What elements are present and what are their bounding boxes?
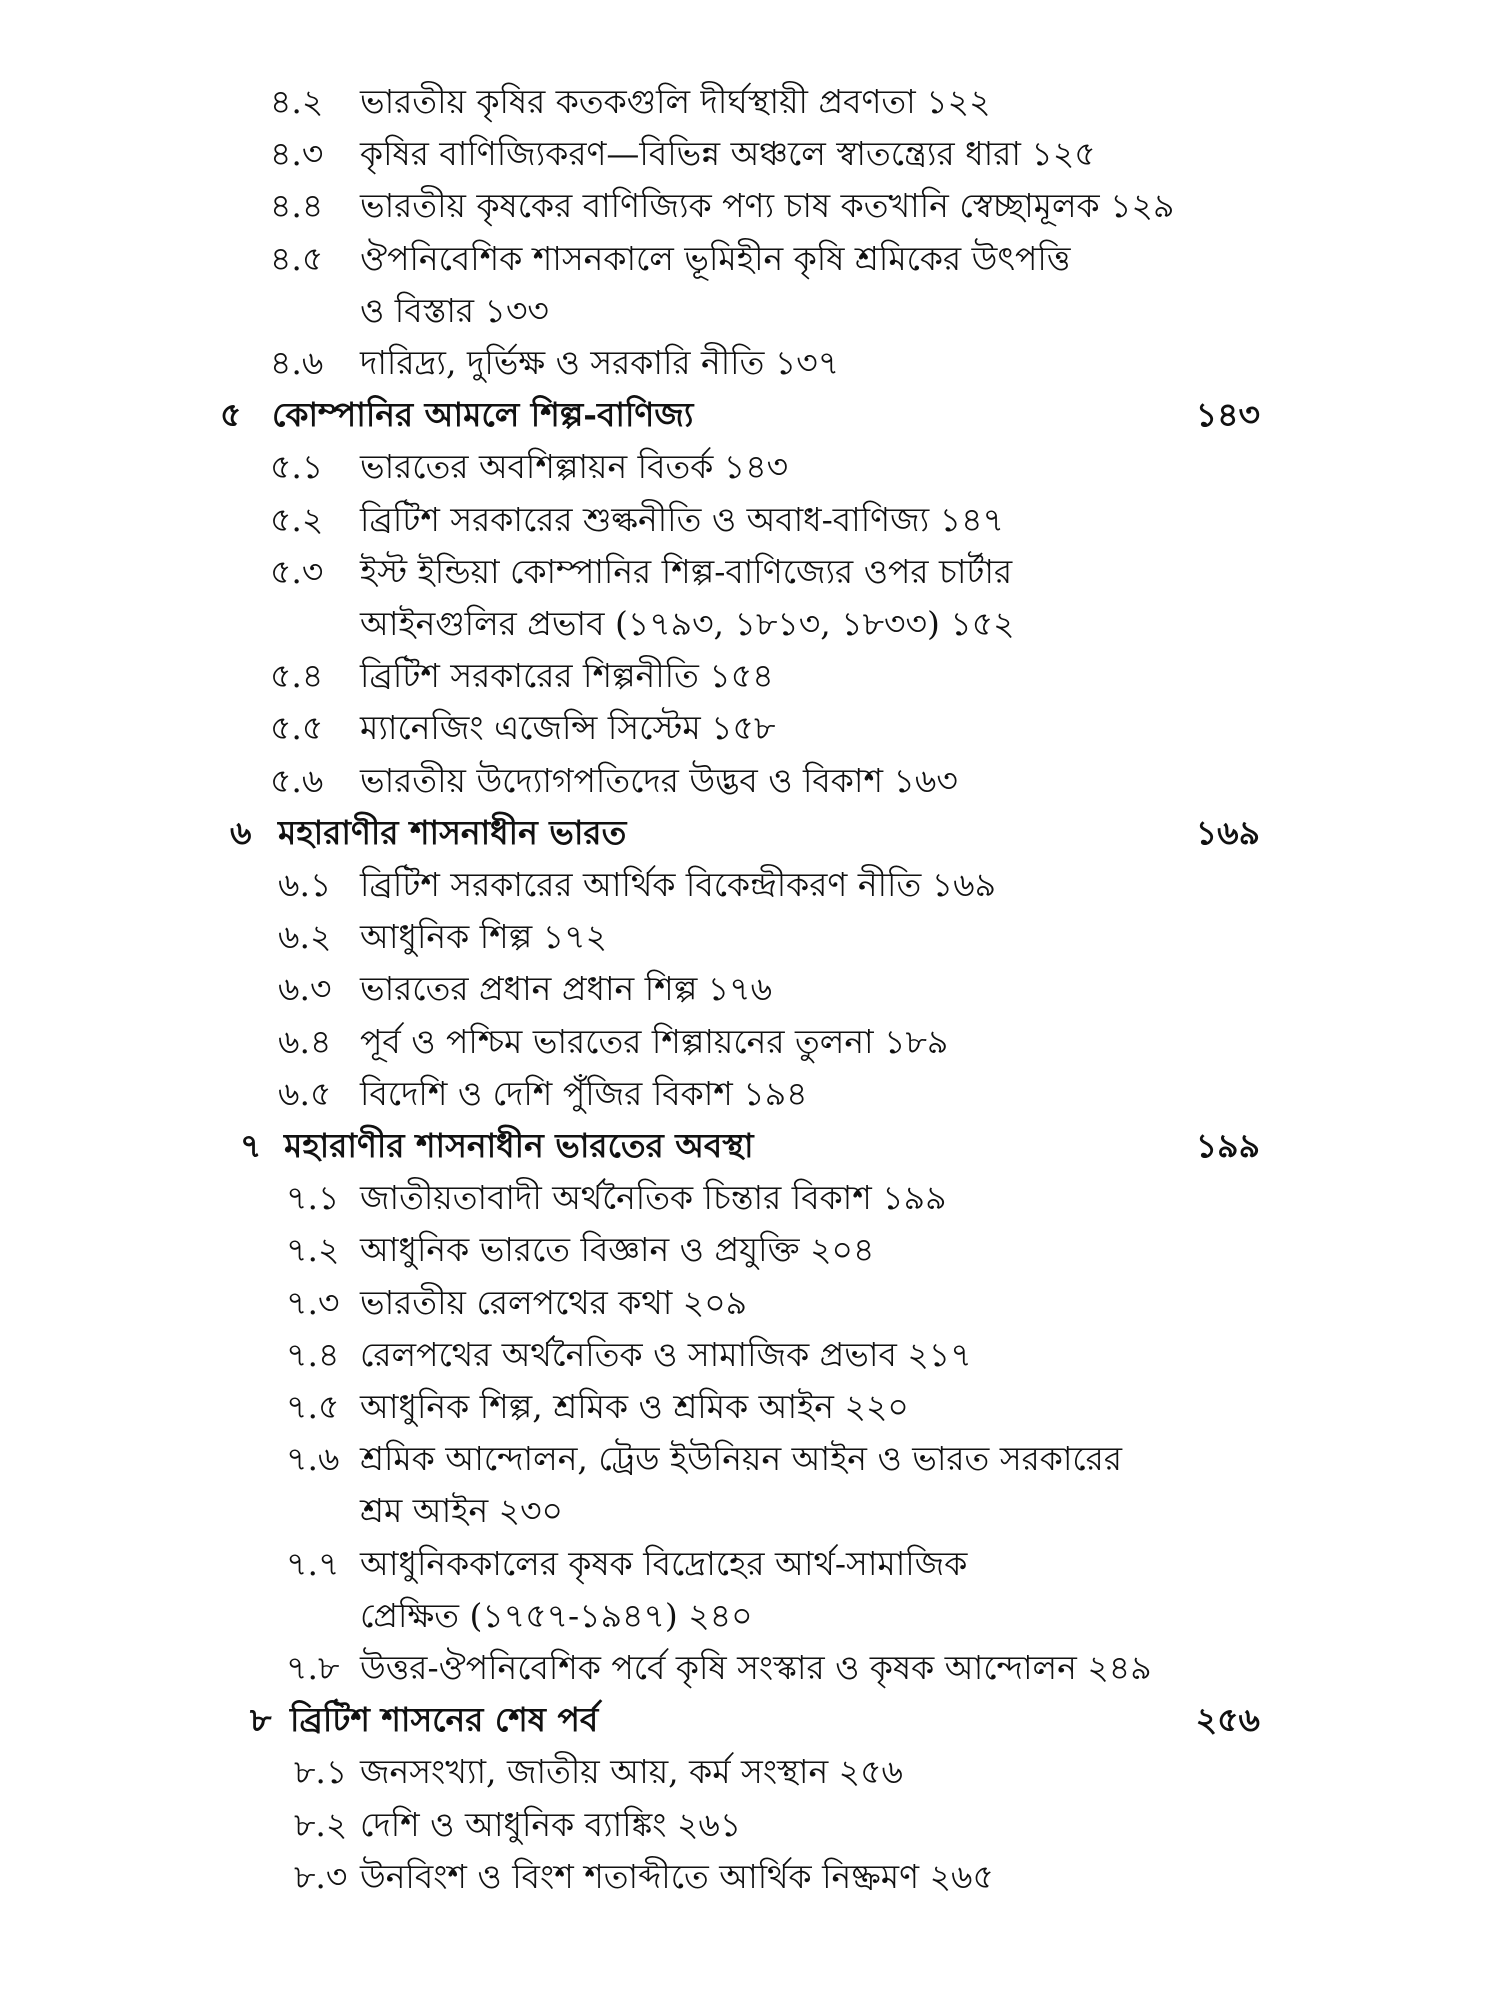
section-title: আইনগুলির প্রভাব (১৭৯৩, ১৮১৩, ১৮৩৩) ১৫২ xyxy=(360,604,1015,643)
section-title: ভারতীয় উদ্যোগপতিদের উদ্ভব ও বিকাশ ১৬৩ xyxy=(360,760,958,800)
toc-entry xyxy=(0,1069,1500,1119)
toc-entry xyxy=(0,442,1500,492)
section-title: ভারতের প্রধান প্রধান শিল্প ১৭৬ xyxy=(360,969,773,1009)
section-title: ও বিস্তার ১৩৩ xyxy=(360,290,549,330)
section-number: ৫.৩ xyxy=(270,551,324,591)
section-number: ৫.৪ xyxy=(270,656,324,696)
section-number: ৪.২ xyxy=(270,82,324,121)
chapter-heading xyxy=(0,808,1500,858)
section-title: কৃষির বাণিজ্যিকরণ—বিভিন্ন অঞ্চলে স্বাতন্ত্র্যের ধারা ১২৫ xyxy=(360,134,1096,174)
toc-entry xyxy=(0,129,1500,179)
chapter-title: মহারাণীর শাসনাধীন ভারতের অবস্থা xyxy=(284,1126,754,1165)
chapter-heading xyxy=(0,1121,1500,1171)
chapter-title: মহারাণীর শাসনাধীন ভারত xyxy=(278,812,627,852)
section-number: ৬.১ xyxy=(278,865,332,904)
section-title: ঔপনিবেশিক শাসনকালে ভূমিহীন কৃষি শ্রমিকের উৎপত্তি xyxy=(360,238,1071,278)
section-number: ৮.১ xyxy=(294,1752,348,1792)
toc-entry xyxy=(0,1800,1500,1850)
section-title: দারিদ্র্য, দুর্ভিক্ষ ও সরকারি নীতি ১৩৭ xyxy=(360,343,840,382)
section-number: ৫.৬ xyxy=(270,760,324,800)
chapter-number: ৮ xyxy=(250,1700,272,1740)
chapter-number: ৫ xyxy=(220,395,242,435)
chapter-heading xyxy=(0,1695,1500,1745)
toc-entry xyxy=(0,1278,1500,1328)
section-title: ইস্ট ইন্ডিয়া কোম্পানির শিল্প-বাণিজ্যের ওপর চার্টার xyxy=(360,551,1013,591)
toc-entry xyxy=(0,1434,1500,1484)
toc-entry xyxy=(0,1643,1500,1693)
section-title: শ্রমিক আন্দোলন, ট্রেড ইউনিয়ন আইন ও ভারত সরকারের xyxy=(360,1439,1122,1479)
section-number: ৭.৬ xyxy=(286,1439,340,1479)
chapter-page-number: ২৫৬ xyxy=(1195,1700,1260,1740)
section-title: বিদেশি ও দেশি পুঁজির বিকাশ ১৯৪ xyxy=(360,1073,808,1113)
section-number: ৭.৭ xyxy=(286,1543,340,1583)
toc-entry xyxy=(0,651,1500,701)
section-title: জনসংখ্যা, জাতীয় আয়, কর্ম সংস্থান ২৫৬ xyxy=(360,1752,903,1792)
section-number: ৮.৩ xyxy=(294,1856,348,1896)
toc-entry xyxy=(0,181,1500,231)
section-number: ৫.১ xyxy=(270,447,324,487)
section-title: ভারতীয় কৃষকের বাণিজ্যিক পণ্য চাষ কতখানি স্বেচ্ছামূলক ১২৯ xyxy=(360,186,1175,226)
section-title: ম্যানেজিং এজেন্সি সিস্টেম ১৫৮ xyxy=(360,708,776,748)
section-number: ৫.৫ xyxy=(270,708,324,748)
section-number: ৬.৪ xyxy=(278,1021,332,1061)
toc-entry xyxy=(0,547,1500,597)
toc-entry xyxy=(0,860,1500,910)
toc-entry xyxy=(0,1017,1500,1067)
toc-entry xyxy=(0,1173,1500,1223)
section-title: আধুনিককালের কৃষক বিদ্রোহের আর্থ-সামাজিক xyxy=(360,1543,968,1583)
section-title: শ্রম আইন ২৩০ xyxy=(360,1491,564,1531)
toc-entry-continuation xyxy=(0,286,1500,336)
section-title: ব্রিটিশ সরকারের শুল্কনীতি ও অবাধ-বাণিজ্য ১৪৭ xyxy=(360,499,1004,539)
toc-entry xyxy=(0,1382,1500,1432)
section-title: ভারতীয় রেলপথের কথা ২০৯ xyxy=(360,1282,748,1322)
section-title: পূর্ব ও পশ্চিম ভারতের শিল্পায়নের তুলনা ১৮৯ xyxy=(360,1021,949,1061)
toc-entry xyxy=(0,1539,1500,1589)
section-number: ৮.২ xyxy=(294,1804,348,1844)
section-number: ৫.২ xyxy=(270,499,324,539)
section-number: ৪.৪ xyxy=(270,186,324,226)
toc-entry xyxy=(0,234,1500,284)
toc-entry-continuation xyxy=(0,1486,1500,1536)
section-number: ৪.৬ xyxy=(270,343,324,382)
section-title: আধুনিক শিল্প ১৭২ xyxy=(360,917,608,957)
section-number: ৬.৩ xyxy=(278,969,332,1009)
section-number: ৪.৫ xyxy=(270,238,324,278)
chapter-page-number: ১৪৩ xyxy=(1195,395,1260,435)
toc-entry xyxy=(0,338,1500,388)
toc-entry-continuation xyxy=(0,599,1500,649)
section-title: উনবিংশ ও বিংশ শতাব্দীতে আর্থিক নিষ্ক্রমণ ২৬৫ xyxy=(360,1856,994,1896)
chapter-number: ৭ xyxy=(240,1126,262,1165)
section-number: ৭.২ xyxy=(286,1230,340,1270)
toc-entry-continuation xyxy=(0,1591,1500,1641)
toc-entry xyxy=(0,1225,1500,1275)
section-title: আধুনিক ভারতে বিজ্ঞান ও প্রযুক্তি ২০৪ xyxy=(360,1230,875,1270)
section-title: দেশি ও আধুনিক ব্যাঙ্কিং ২৬১ xyxy=(360,1804,742,1844)
section-number: ৭.৩ xyxy=(286,1282,340,1322)
toc-entry xyxy=(0,77,1500,127)
chapter-title: কোম্পানির আমলে শিল্প-বাণিজ্য xyxy=(272,395,694,435)
toc-entry xyxy=(0,1747,1500,1797)
toc-entry xyxy=(0,964,1500,1014)
chapter-page-number: ১৬৯ xyxy=(1195,812,1260,852)
section-title: প্রেক্ষিত (১৭৫৭-১৯৪৭) ২৪০ xyxy=(360,1595,753,1635)
section-number: ৪.৩ xyxy=(270,134,324,174)
chapter-number: ৬ xyxy=(230,812,252,852)
section-title: ব্রিটিশ সরকারের শিল্পনীতি ১৫৪ xyxy=(360,656,774,696)
section-title: ভারতীয় কৃষির কতকগুলি দীর্ঘস্থায়ী প্রবণতা ১২২ xyxy=(360,82,991,121)
section-title: জাতীয়তাবাদী অর্থনৈতিক চিন্তার বিকাশ ১৯৯ xyxy=(360,1178,947,1218)
toc-entry xyxy=(0,912,1500,962)
section-title: উত্তর-ঔপনিবেশিক পর্বে কৃষি সংস্কার ও কৃষক আন্দোলন ২৪৯ xyxy=(360,1648,1152,1687)
section-number: ৭.৫ xyxy=(286,1387,340,1426)
chapter-page-number: ১৯৯ xyxy=(1195,1126,1260,1165)
section-title: ব্রিটিশ সরকারের আর্থিক বিকেন্দ্রীকরণ নীতি ১৬৯ xyxy=(360,865,996,904)
toc-entry xyxy=(0,756,1500,806)
section-number: ৭.৪ xyxy=(286,1334,340,1374)
toc-entry xyxy=(0,495,1500,545)
section-number: ৬.৫ xyxy=(278,1073,332,1113)
section-number: ৭.৮ xyxy=(286,1648,340,1687)
section-number: ৬.২ xyxy=(278,917,332,957)
chapter-heading xyxy=(0,390,1500,440)
toc-entry xyxy=(0,703,1500,753)
chapter-title: ব্রিটিশ শাসনের শেষ পর্ব xyxy=(290,1700,599,1740)
section-title: ভারতের অবশিল্পায়ন বিতর্ক ১৪৩ xyxy=(360,447,789,487)
section-number: ৭.১ xyxy=(286,1178,340,1218)
toc-entry xyxy=(0,1852,1500,1902)
section-title: আধুনিক শিল্প, শ্রমিক ও শ্রমিক আইন ২২০ xyxy=(360,1387,909,1426)
toc-entry xyxy=(0,1330,1500,1380)
section-title: রেলপথের অর্থনৈতিক ও সামাজিক প্রভাব ২১৭ xyxy=(360,1334,972,1374)
